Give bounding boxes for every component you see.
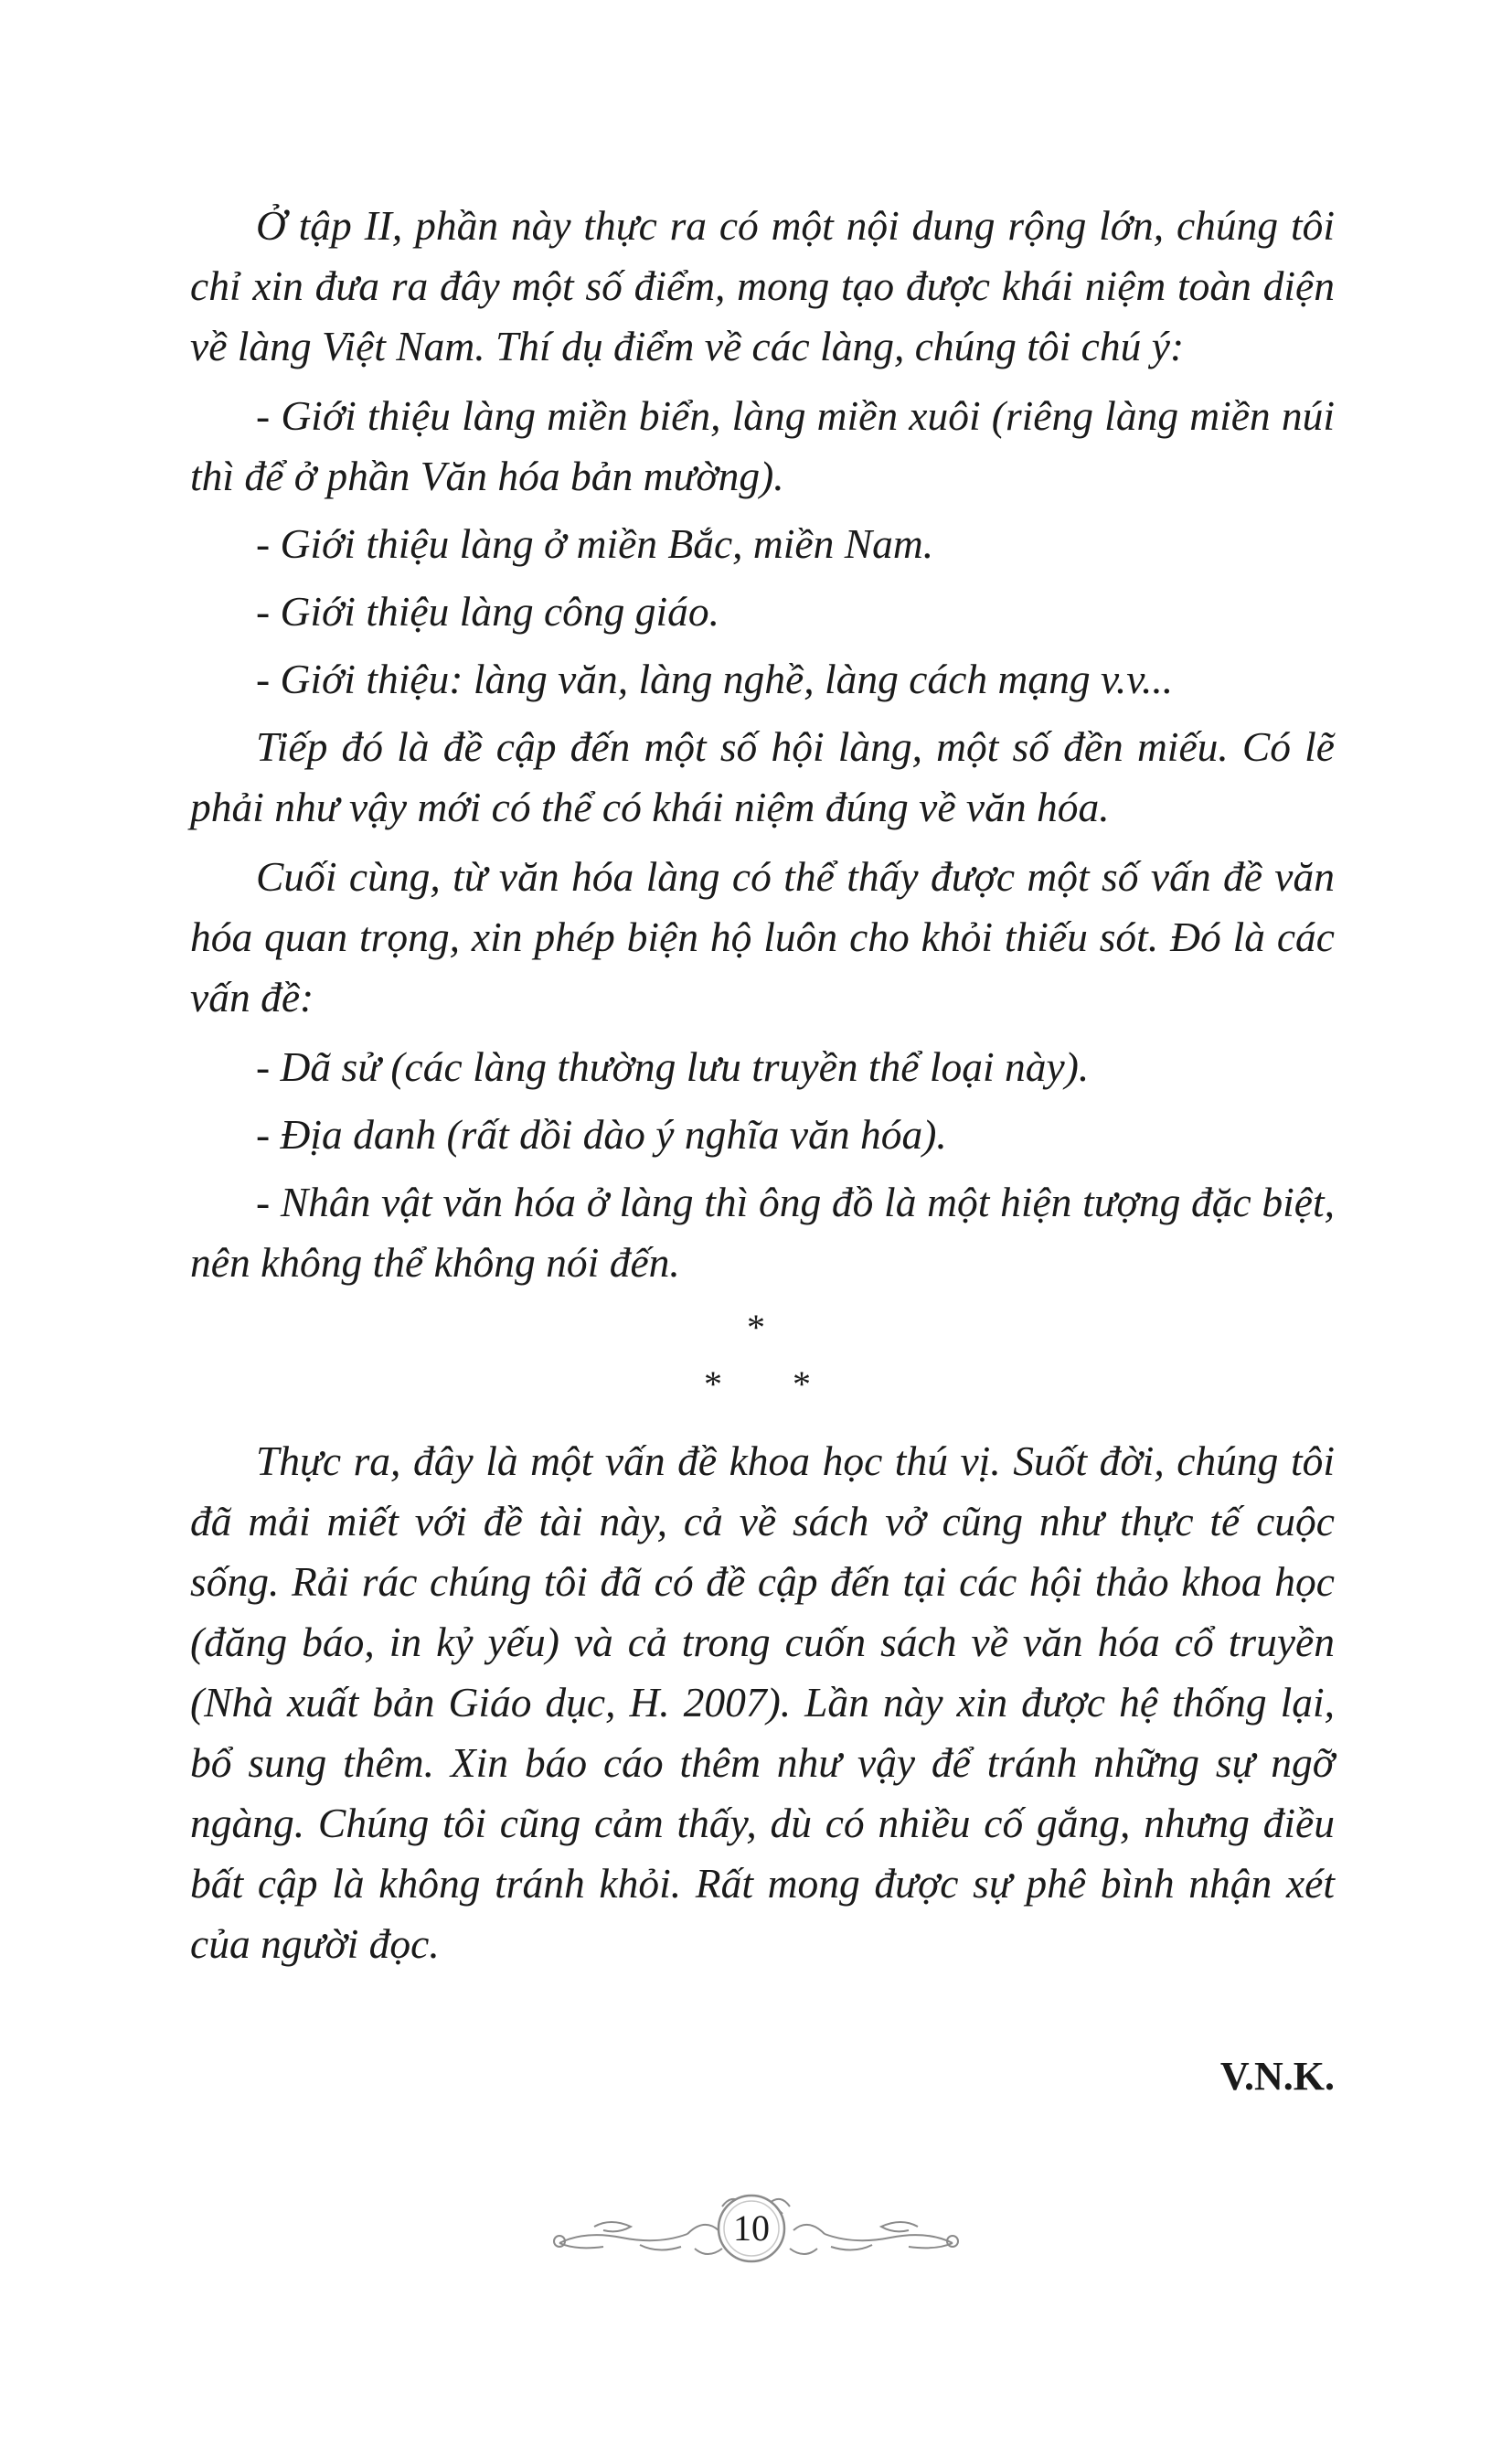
separator-star-left: * xyxy=(704,1363,722,1405)
author-signature: V.N.K. xyxy=(1219,2054,1335,2099)
paragraph-festivals: Tiếp đó là đề cập đến một số hội làng, một số đền miếu. Có lẽ phải như vậy mới có thể có khái niệm đúng về văn hóa. xyxy=(190,723,1335,830)
list-item-place-names: - Địa danh (rất dồi dào ý nghĩa văn hóa). xyxy=(256,1111,947,1158)
paragraph-closing: Thực ra, đây là một vấn đề khoa học thú vị. Suốt đời, chúng tôi đã mải miết với đề tài này, cả về sách vở cũng như thực tế cuộc sống. Rải rác chúng tôi đã có đề cập đến tại các hội thảo khoa học (đăng báo, in kỷ yếu) và cả trong cuốn sách về văn hóa cổ truyền (Nhà xuất bản Giáo dục, H. 2007). Lần này xin được hệ thống lại, bổ sung thêm. Xin báo cáo thêm như vậy để tránh những sự ngỡ ngàng. Chúng tôi cũng cảm thấy, dù có nhiều cố gắng, nhưng điều bất cập là không tránh khỏi. Rất mong được sự phê bình nhận xét của người đọc. xyxy=(190,1437,1335,1967)
list-item-north-south: - Giới thiệu làng ở miền Bắc, miền Nam. xyxy=(256,520,934,567)
list-item-village-types: - Giới thiệu: làng văn, làng nghề, làng cách mạng v.v... xyxy=(256,656,1174,702)
separator-star-right: * xyxy=(793,1363,811,1405)
body-text-part-1 xyxy=(190,196,1335,1300)
page-number: 10 xyxy=(733,2207,770,2249)
paragraph-issues: Cuối cùng, từ văn hóa làng có thể thấy được một số vấn đề văn hóa quan trọng, xin phép biện hộ luôn cho khỏi thiếu sót. Đó là các vấn đề: xyxy=(190,853,1335,1020)
paragraph-intro: Ở tập II, phần này thực ra có một nội dung rộng lớn, chúng tôi chỉ xin đưa ra đây một số điểm, mong tạo được khái niệm toàn diện về làng Việt Nam. Thí dụ điểm về các làng, chúng tôi chú ý: xyxy=(190,202,1335,369)
list-item-catholic-village: - Giới thiệu làng công giáo. xyxy=(256,588,720,635)
page-footer xyxy=(0,2190,1512,2272)
separator-star-top: * xyxy=(747,1307,765,1348)
list-item-cultural-figures: - Nhân vật văn hóa ở làng thì ông đồ là một hiện tượng đặc biệt, nên không thể không nói đến. xyxy=(190,1179,1335,1286)
body-text-part-2 xyxy=(190,1431,1335,1983)
list-item-folk-history: - Dã sử (các làng thường lưu truyền thể loại này). xyxy=(256,1043,1090,1090)
list-item-village-regions: - Giới thiệu làng miền biển, làng miền xuôi (riêng làng miền núi thì để ở phần Văn hóa bản mường). xyxy=(190,392,1335,499)
